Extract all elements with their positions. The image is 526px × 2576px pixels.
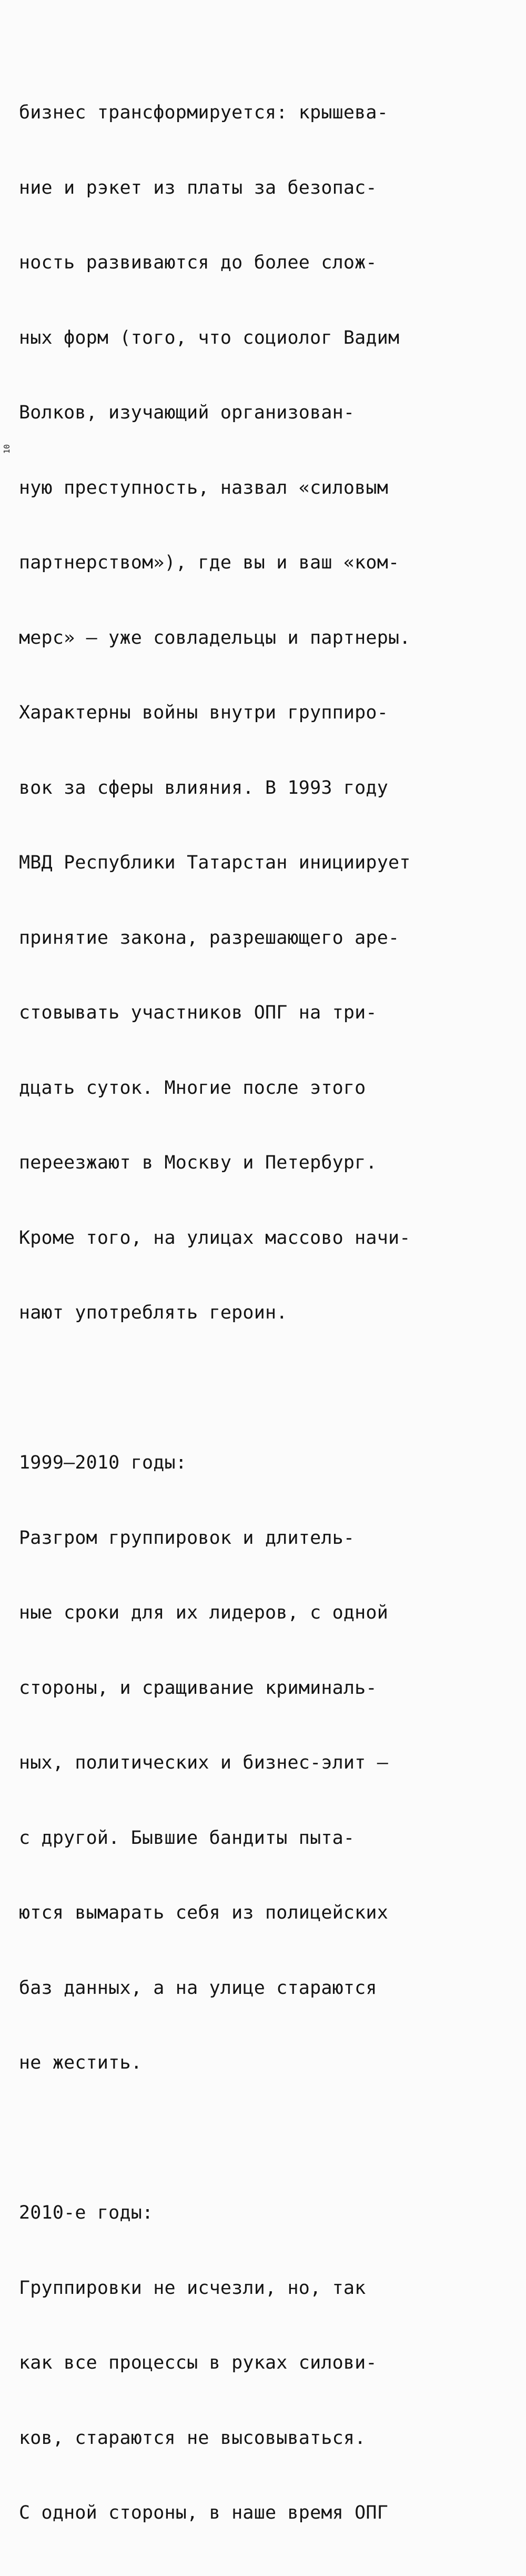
text-line: Группировки не исчезли, но, так	[19, 2277, 366, 2299]
text-line: ные сроки для их лидеров, с одной	[19, 1602, 388, 1623]
text-line: партнерством»), где вы и ваш «ком-	[19, 552, 400, 573]
text-line: баз данных, а на улице стараются	[19, 1977, 377, 1999]
text-line: ных, политических и бизнес-элит —	[19, 1752, 388, 1773]
text-line: с другой. Бывшие бандиты пыта-	[19, 1827, 355, 1849]
body-text	[19, 51, 513, 2576]
text-line: мерс» — уже совладельцы и партнеры.	[19, 627, 411, 648]
text-line: Волков, изучающий организован-	[19, 402, 355, 423]
text-line: стороны, и сращивание криминаль-	[19, 1677, 377, 1699]
section-heading: 2010-е годы:	[19, 2202, 154, 2223]
text-line: не жестить.	[19, 2052, 142, 2073]
paragraph-gap	[19, 1376, 513, 1401]
text-line: ность развиваются до более слож-	[19, 252, 377, 273]
text-line: дцать суток. Многие после этого	[19, 1077, 366, 1099]
text-line: ных форм (того, что социолог Вадим	[19, 327, 400, 348]
text-line: Характерны войны внутри группиро-	[19, 702, 388, 723]
text-line: переезжают в Москву и Петербург.	[19, 1152, 377, 1173]
text-line: МВД Республики Татарстан инициирует	[19, 852, 411, 873]
paragraph-gap	[19, 2126, 513, 2151]
text-line: Кроме того, на улицах массово начи-	[19, 1227, 411, 1249]
text-line: ются вымарать себя из полицейских	[19, 1902, 388, 1923]
page-number: 10	[2, 444, 12, 454]
text-line: С одной стороны, в наше время ОПГ	[19, 2502, 388, 2523]
text-line: принятие закона, разрешающего аре-	[19, 927, 400, 948]
text-line: бизнес трансформируется: крышева-	[19, 102, 388, 123]
text-line: стовывать участников ОПГ на три-	[19, 1002, 377, 1023]
text-line: как все процессы в руках силови-	[19, 2352, 377, 2373]
text-line: Разгром группировок и длитель-	[19, 1527, 355, 1549]
text-line: ков, стараются не высовываться.	[19, 2427, 366, 2449]
text-line: нают употреблять героин.	[19, 1302, 288, 1323]
section-heading: 1999–2010 годы:	[19, 1452, 187, 1473]
text-line: ную преступность, назвал «силовым	[19, 477, 388, 498]
text-line: вок за сферы влияния. В 1993 году	[19, 777, 388, 798]
text-line: ние и рэкет из платы за безопас-	[19, 177, 377, 198]
